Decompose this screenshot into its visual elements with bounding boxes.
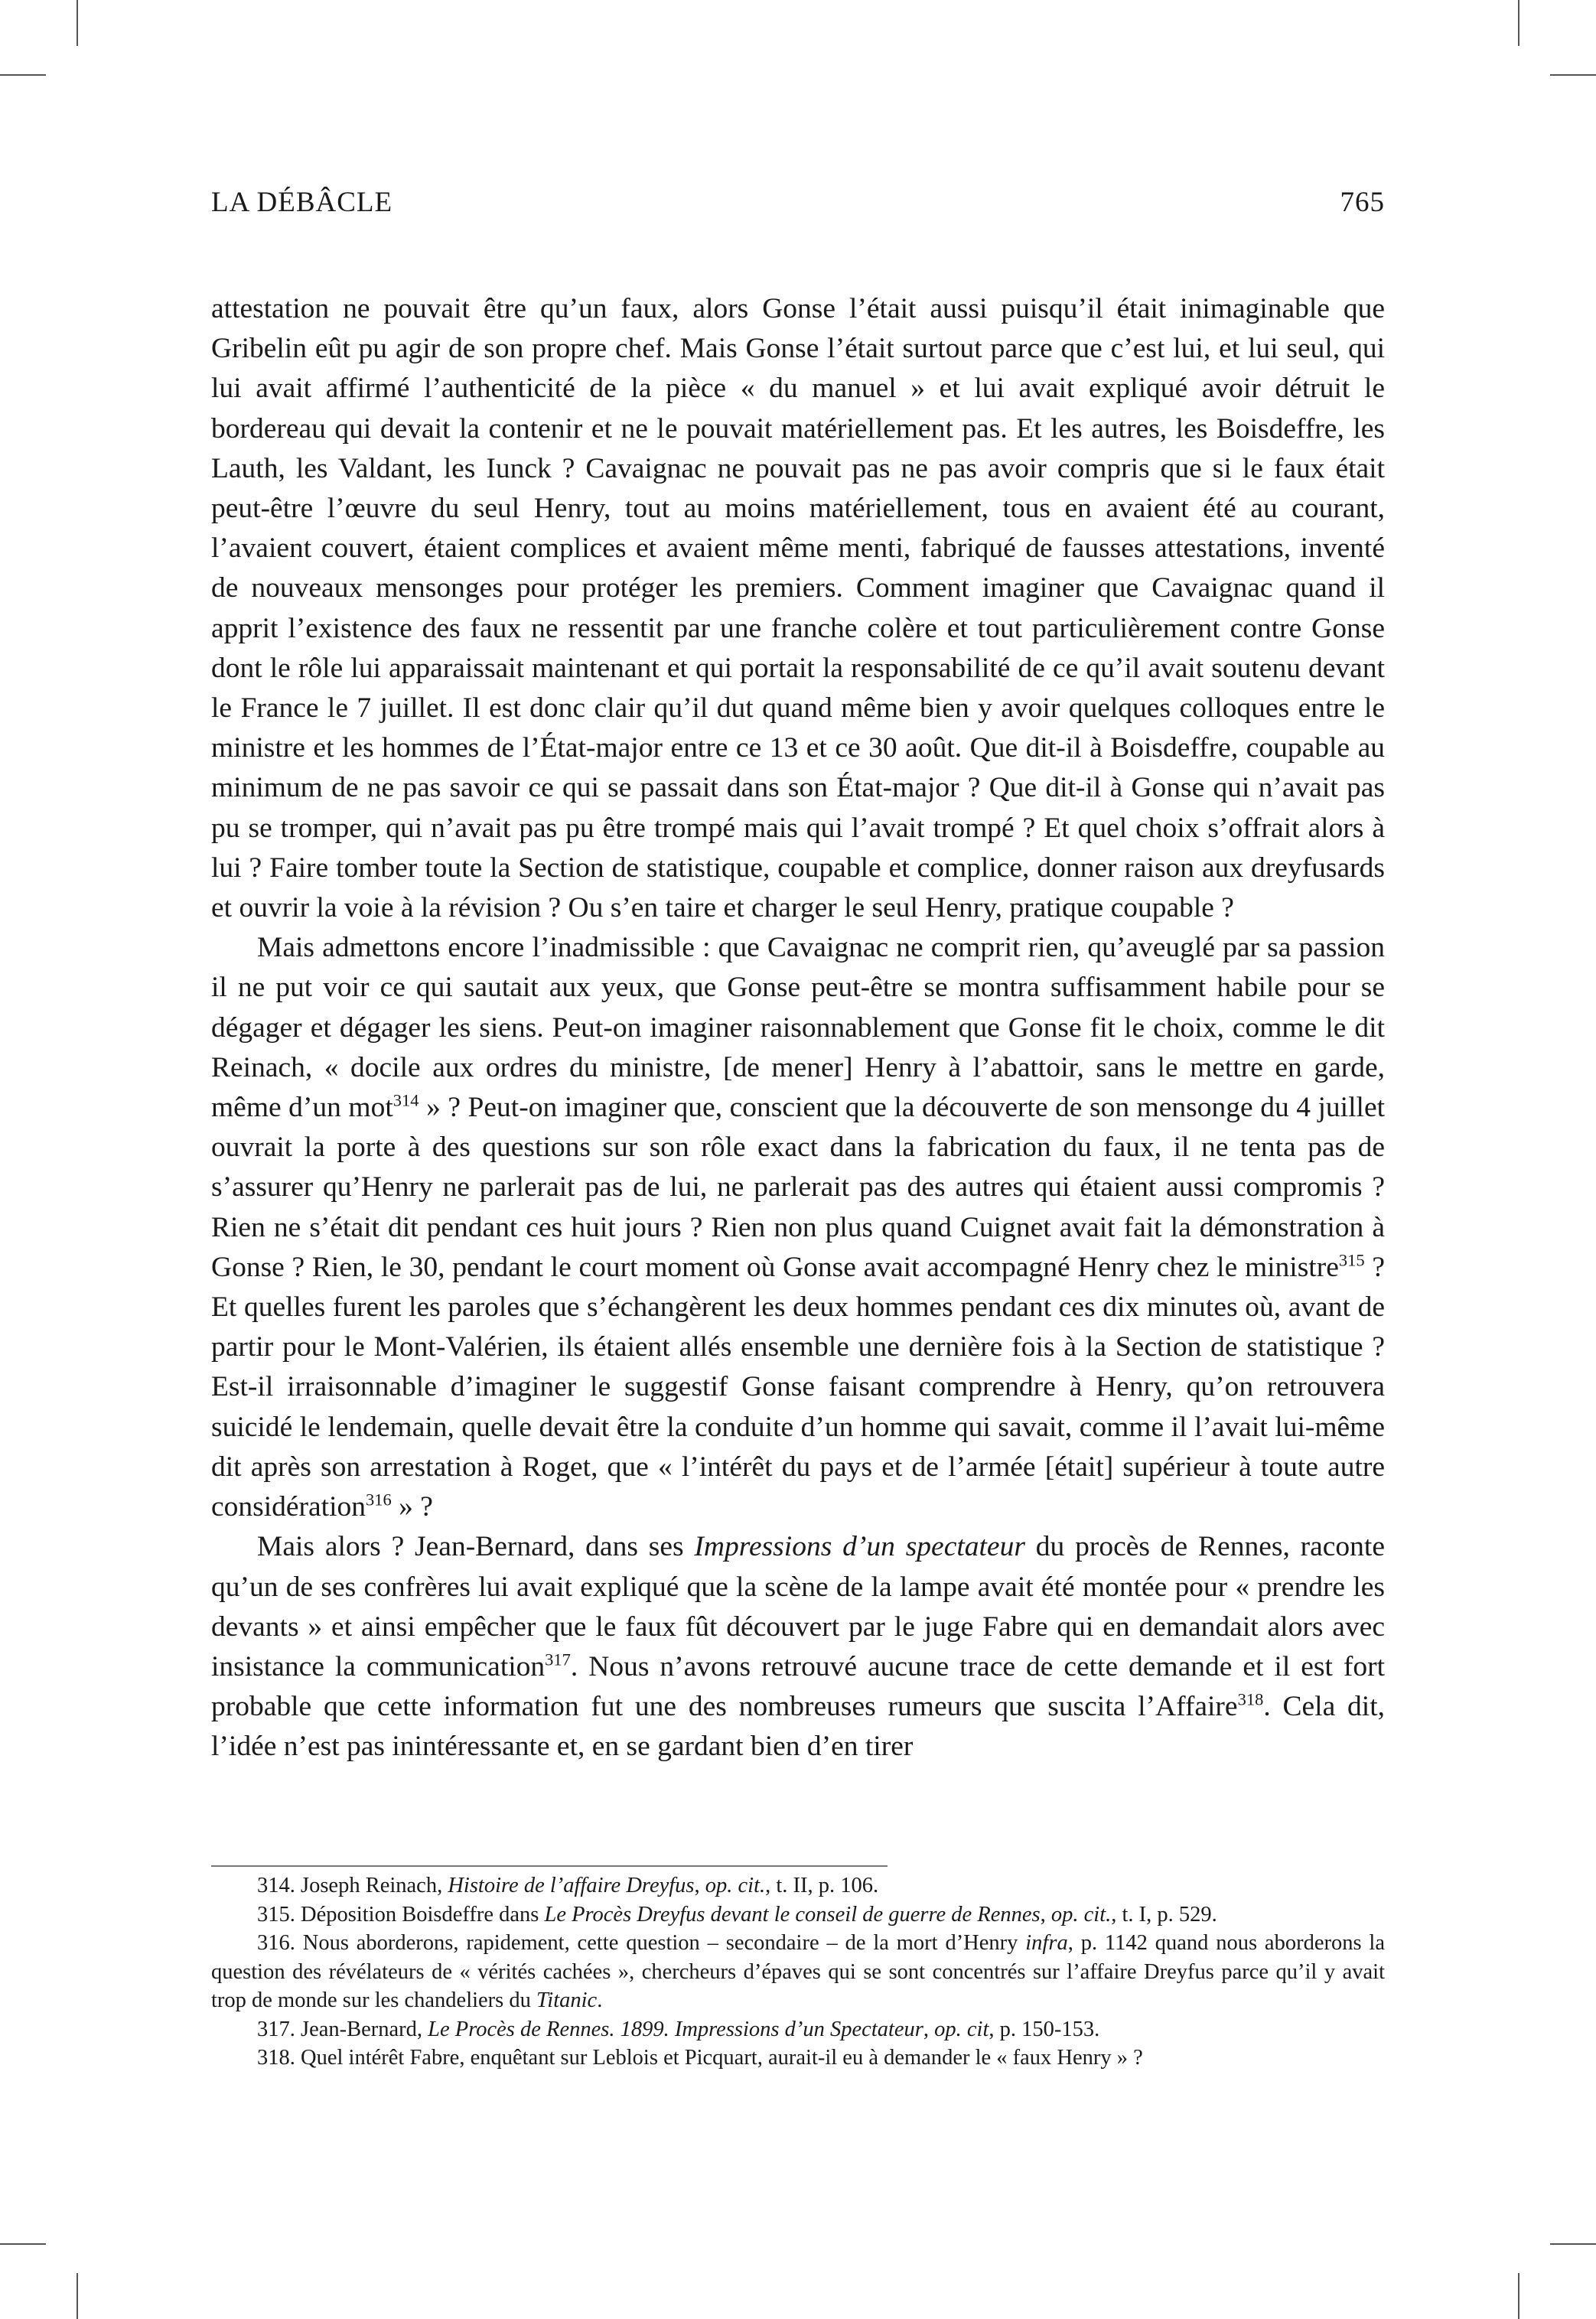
footnote-italic: Le Procès de Rennes. 1899. Impressions d’un Spectateur: [428, 2017, 923, 2041]
footnote-text: 318. Quel intérêt Fabre, enquêtant sur Leblois et Picquart, aurait-il eu à demander le « faux Henry » ?: [257, 2046, 1143, 2070]
footnote-ref-316[interactable]: 316: [366, 1490, 392, 1510]
footnote-text: , p. 1142 quand nous aborderons la question des révélateurs de « vérités cachées », chercheurs d’épaves qui se sont concentrés sur l’affaire Dreyfus parce qu’il y avait trop de monde sur les chandeliers du: [211, 1931, 1385, 2012]
book-title-italic: Impressions d’un spectateur: [694, 1531, 1025, 1563]
footnote-italic: Histoire de l’affaire Dreyfus: [448, 1874, 695, 1897]
footnote-ref-315[interactable]: 315: [1338, 1250, 1365, 1270]
footnote-text: , p. 150-153.: [989, 2017, 1100, 2041]
paragraph-2: [211, 928, 1385, 1527]
footnote-italic: op. cit.: [1050, 1902, 1112, 1927]
chapter-title: LA DÉBÂCLE: [211, 187, 393, 218]
running-head: [211, 186, 1385, 219]
footnote-317: [211, 2015, 1385, 2044]
crop-mark-bottom-left: [77, 2273, 78, 2319]
crop-mark-bottom-right-h: [1550, 2243, 1596, 2245]
paragraph-2-text-d: » ?: [391, 1491, 433, 1523]
footnote-315: [211, 1900, 1385, 1930]
footnotes: [211, 1871, 1385, 2073]
footnote-text: , t. II, p. 106.: [765, 1874, 879, 1897]
paragraph-2-text-c: ? Et quelles furent les paroles que s’échangèrent les deux hommes pendant ces dix minutes où, avant de partir pour le Mont-Valérien, ils étaient allés ensemble une dernière fois à la Section de statistique ? Est-il irraisonnable d’imaginer le suggestif Gonse faisant comprendre à Henry, qu’on retrouvera suicidé le lendemain, quelle devait être la conduite d’un homme qui savait, comme il l’avait lui-même dit après son arrestation à Roget, que « l’intérêt du pays et de l’armée [était] supérieur à toute autre considération: [211, 1251, 1385, 1523]
footnote-text: .: [597, 1988, 603, 2012]
footnote-italic: op. cit: [934, 2017, 989, 2041]
footnote-text: 316. Nous aborderons, rapidement, cette question – secondaire – de la mort d’Henry: [257, 1931, 1026, 1955]
crop-mark-top-left-h: [0, 74, 46, 76]
paragraph-2-text-a: Mais admettons encore l’inadmissible : que Cavaignac ne comprit rien, qu’aveuglé par sa passion il ne put voir ce qui sautait aux yeux, que Gonse peut-être se montra suffisamment habile pour se dégager et dégager les siens. Peut-on imaginer raisonnablement que Gonse fit le choix, comme le dit Reinach, « docile aux ordres du ministre, [de mener] Henry à l’abattoir, sans le mettre en garde, même d’un mot: [211, 932, 1385, 1124]
footnote-italic: Titanic: [536, 1988, 598, 2012]
footnote-ref-318[interactable]: 318: [1237, 1689, 1264, 1709]
footnote-text: ,: [1040, 1902, 1051, 1927]
footnote-ref-314[interactable]: 314: [392, 1090, 419, 1110]
footnote-italic: op. cit.: [705, 1874, 766, 1897]
paragraph-2-text-b: » ? Peut-on imaginer que, conscient que la découverte de son mensonge du 4 juillet ouvrait la porte à des questions sur son rôle exact dans la fabrication du faux, il ne tenta pas de s’assurer qu’Henry ne parlerait pas de lui, ne parlerait pas des autres qui étaient aussi compromis ? Rien ne s’était dit pendant ces huit jours ? Rien non plus quand Cuignet avait fait la démonstration à Gonse ? Rien, le 30, pendant le court moment où Gonse avait accompagné Henry chez le ministre: [211, 1092, 1386, 1283]
page-number: 765: [1340, 187, 1385, 218]
crop-mark-bottom-left-h: [0, 2243, 46, 2245]
footnote-text: ,: [694, 1874, 705, 1897]
paragraph-1-text: attestation ne pouvait être qu’un faux, alors Gonse l’était aussi puisqu’il était inimaginable que Gribelin eût pu agir de son propre chef. Mais Gonse l’était surtout parce que c’est lui, et lui seul, qui lui avait affirmé l’authenticité de la pièce « du manuel » et lui avait expliqué avoir détruit le bordereau qui devait la contenir et ne le pouvait matériellement pas. Et les autres, les Boisdeffre, les Lauth, les Valdant, les Iunck ? Cavaignac ne pouvait pas ne pas avoir compris que si le faux était peut-être l’œuvre du seul Henry, tout au moins matériellement, tous en avaient été au courant, l’avaient couvert, étaient complices et avaient même menti, fabriqué de fausses attestations, inventé de nouveaux mensonges pour protéger les premiers. Comment imaginer que Cavaignac quand il apprit l’existence des faux ne ressentit par une franche colère et tout particulièrement contre Gonse dont le rôle lui apparaissait maintenant et qui portait la responsabilité de ce qu’il avait soutenu devant le France le 7 juillet. Il est donc clair qu’il dut quand même bien y avoir quelques colloques entre le ministre et les hommes de l’État-major entre ce 13 et ce 30 août. Que dit-il à Boisdeffre, coupable au minimum de ne pas savoir ce qui se passait dans son État-major ? Que dit-il à Gonse qui n’avait pas pu se tromper, qui n’avait pas pu être trompé mais qui l’avait trompé ? Et quel choix s’offrait alors à lui ? Faire tomber toute la Section de statistique, coupable et complice, donner raison aux dreyfusards et ouvrir la voie à la révision ? Ou s’en taire et charger le seul Henry, pratique coupable ?: [211, 293, 1385, 924]
crop-mark-top-right: [1518, 0, 1519, 46]
paragraph-3-text-a: Mais alors ? Jean-Bernard, dans ses: [257, 1531, 695, 1563]
footnote-314: [211, 1871, 1385, 1900]
footnote-text: , t. I, p. 529.: [1111, 1902, 1217, 1927]
crop-mark-bottom-right: [1518, 2273, 1519, 2319]
footnote-text: 315. Déposition Boisdeffre dans: [257, 1902, 545, 1927]
paragraph-3: [211, 1527, 1385, 1767]
footnote-316: [211, 1929, 1385, 2015]
footnote-text: ,: [923, 2017, 935, 2041]
footnote-text: 314. Joseph Reinach,: [257, 1874, 448, 1897]
footnote-318: [211, 2044, 1385, 2073]
footnote-text: 317. Jean-Bernard,: [257, 2017, 428, 2041]
footnote-italic: infra: [1025, 1931, 1068, 1955]
paragraph-3-text-d: . Cela dit, l’idée n’est pas inintéressante et, en se gardant bien d’en tirer: [211, 1691, 1385, 1763]
body-text: [211, 289, 1385, 1767]
crop-mark-top-right-h: [1550, 74, 1596, 76]
footnote-separator: [211, 1865, 888, 1867]
footnote-ref-317[interactable]: 317: [545, 1650, 571, 1669]
paragraph-3-text-b: du procès de Rennes, raconte qu’un de ses confrères lui avait expliqué que la scène de la lampe avait été montée pour « prendre les devants » et ainsi empêcher que le faux fût découvert par le juge Fabre qui en demandait alors avec insistance la communication: [211, 1531, 1385, 1682]
footnote-italic: Le Procès Dreyfus devant le conseil de guerre de Rennes: [544, 1902, 1041, 1927]
paragraph-3-text-c: . Nous n’avons retrouvé aucune trace de cette demande et il est fort probable que cette information fut une des nombreuses rumeurs que suscita l’Affaire: [211, 1650, 1385, 1723]
paragraph-1: [211, 289, 1385, 928]
crop-mark-top-left: [77, 0, 78, 46]
